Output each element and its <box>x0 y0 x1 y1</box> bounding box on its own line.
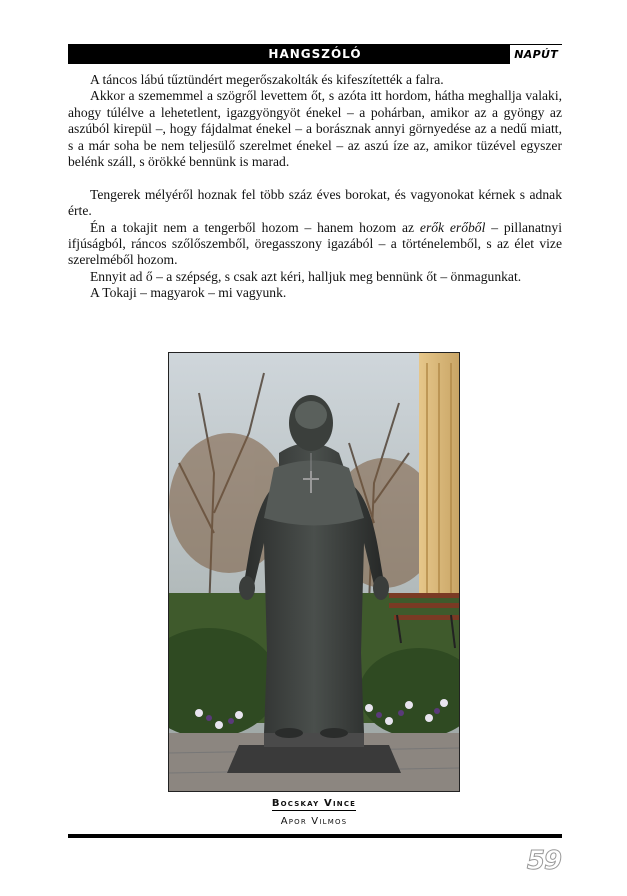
logo-box <box>510 45 562 64</box>
statue-photo <box>168 352 460 792</box>
photo-caption-author: Apor Vilmos <box>280 816 348 827</box>
caption-title-text: Bocskay Vince <box>271 798 357 809</box>
paragraph-4-end: – pillanatnyi ifjúságból, ráncos szőlőszemből, öregasszony igazából – a történelemből, s az élet vize szerelméből hozom. <box>68 219 562 268</box>
photo-caption-title <box>168 798 460 809</box>
paragraph-4-emphasis: erők erőből <box>419 219 486 235</box>
section-title: HANGSZÓLÓ <box>268 47 362 61</box>
paragraph-2: Akkor a szememmel a szögről levettem őt, s azóta itt hordom, hátha meghallja valaki, ahogy túlélve a lehetetlent, igazgyöngyöt énekel – a pohárban, amikor az a gyöngy az aszúból kirepül –, hogy fájdalmat énekel – a borásznak annyi görnyedése az a nedű miatt, s a már soha be nem teljesülő szerelmet énekel – az aszú íze az, amikor tüzével egyszer belénk száll, s örökké bennünk is marad. <box>68 88 562 170</box>
paragraph-1: A táncos lábú tűztündért megerőszakolták és kifeszítették a falra. <box>90 72 444 87</box>
napút-logo: NAPÚT <box>514 48 558 61</box>
paragraph-3: Tengerek mélyéről hoznak fel több száz éves borokat, és vagyonokat kérnek s adnak érte. <box>68 186 562 219</box>
statue-illustration <box>169 353 459 791</box>
footer-rule <box>68 834 562 838</box>
paragraph-5: Ennyit ad ő – a szépség, s csak azt kéri, halljuk meg bennünk őt – önmagunkat. <box>90 268 522 284</box>
page-number: 59 <box>526 846 561 876</box>
paragraph-4-start: Én a tokajit nem a tengerből hozom – hanem hozom az <box>90 219 420 235</box>
paragraph-6: A Tokaji – magyarok – mi vagyunk. <box>90 285 287 301</box>
header-bar <box>68 44 562 64</box>
paragraph-4 <box>68 220 562 269</box>
article-text <box>68 72 562 302</box>
